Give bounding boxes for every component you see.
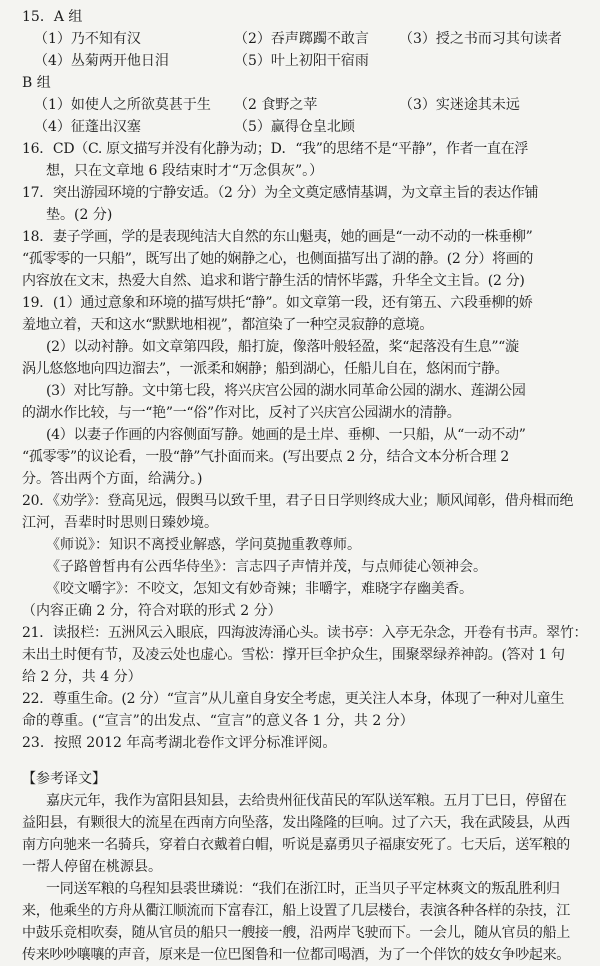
q15-a5: （5）叶上初阳干宿雨 [234, 53, 369, 69]
q19-line: (3）对比写静。文中第七段，将兴庆宫公园的湖水同革命公园的湖水、莲湖公园 [46, 383, 526, 399]
q19-line: (4）以妻子作画的内容侧面写静。她画的是土岸、垂柳、一只船，从“一动不动” [46, 427, 526, 443]
q18-line: 18．妻子学画，学的是表现纯洁大自然的东山魁夷，她的画是“一动不动的一株垂柳” [22, 229, 533, 245]
q15-group-b: B 组 [22, 75, 51, 91]
q15-a2: （2）吞声踯躅不敢言 [234, 31, 369, 47]
q20-line: 《咬文嚼字》：不咬文，怎知文有妙奇辣；非嚼字，难晓字存幽美香。 [46, 581, 473, 597]
q16-line: 16．CD（C. 原文描写并没有化静为动；D．“我”的思绪不是“平静”，作者一直在浮 [22, 141, 529, 157]
q15-row-a [22, 28, 588, 50]
q15-b4: （4）征蓬出汉塞 [34, 119, 141, 135]
q15-b1: （1）如使人之所欲莫甚于生 [34, 97, 211, 113]
q15-b2: （2 食野之苹 [234, 97, 318, 113]
translation-line: 中鼓乐竞相吹奏，随从官员的船只一艘接一艘，沿两岸飞驶而下。一会儿，随从官员的船上 [22, 925, 570, 941]
q15-b3: （3）实迷途其未远 [399, 97, 520, 113]
q17-line: 垫。(2 分) [46, 207, 113, 223]
q15-row-b [22, 50, 588, 72]
translation-line: 一帮人停留在桃源县。 [22, 859, 162, 875]
q19-line: 19．(1）通过意象和环境的描写烘托“静”。如文章第一段，还有第五、六段垂柳的娇 [22, 295, 533, 311]
translation-line: 传来吵吵嚷嚷的声音，原来是一位巴图鲁和一位都司喝酒，为了一个伴饮的妓女争吵起来。 [22, 947, 570, 963]
q19-line: (2）以动衬静。如文章第四段，船打旋，像落叶般轻盈，桨“起落没有生息”“漩 [46, 339, 519, 355]
q20-line: 《师说》：知识不离授业解惑，学问莫抛重教尊师。 [46, 537, 361, 553]
q18-line: “孤零零的一只船”，既写出了她的娴静之心，也侧面描写出了湖的静。(2 分）将画的 [22, 251, 534, 267]
q19-line: 分。答出两个方面，给满分。) [22, 471, 203, 487]
q21-line: 给 2 分，共 4 分） [22, 669, 142, 685]
q15-title: 15．A 组 [22, 9, 83, 25]
q22-line: 22．尊重生命。(2 分）“宣言”从儿童自身安全考虑，更关注人本身，体现了一种对儿童生 [22, 691, 565, 707]
translation-line: 来，他乘坐的方舟从衢江顺流而下富春江，船上设置了几层楼台，表演各种各样的杂技，江 [22, 903, 570, 919]
q15-a3: （3）授之书而习其句读者 [399, 31, 562, 47]
q21-line: 21．读报栏：五洲风云入眼底，四海波涛涌心头。读书亭：入亭无杂念，开卷有书声。翠竹： [22, 625, 588, 641]
translation-line: 益阳县，有颗很大的流星在西南方向坠落，发出隆隆的巨响。过了六天，我在武陵县，从西 [22, 815, 570, 831]
q19-line: 涡儿悠悠地向四边溜去”，一派柔和娴静；船到湖心，任船儿自在，悠闲而宁静。 [22, 361, 509, 377]
translation-line: 一同送军粮的乌程知县裘世璘说：“我们在浙江时，正当贝子平定林爽文的叛乱胜利归 [46, 881, 560, 897]
q20-line: （内容正确 2 分，符合对联的形式 2 分） [22, 603, 282, 619]
q19-line: “孤零零”的议论看，一股“静”气扑面而来。(写出要点 2 分，结合文本分析合理 2 [22, 449, 509, 465]
q16-line: 想，只在文章地 6 段结束时才“万念俱灰”。） [46, 163, 324, 179]
translation-line: 嘉庆元年，我作为富阳县知县，去给贵州征伐苗民的军队送军粮。五月丁巳日，停留在 [46, 793, 567, 809]
q21-line: 未出土时便有节，及凌云处也虚心。雪松：撑开巨伞护众生，围聚翠绿养神韵。(答对 1 句 [22, 647, 565, 663]
q20-line: 20．《劝学》：登高见远，假舆马以致千里，君子日日学则终成大业；顺风闻彰，借舟楫而绝 [22, 493, 574, 509]
q22-line: 命的尊重。(“宣言”的出发点、“宣言”的意义各 1 分，共 2 分） [22, 713, 414, 729]
q19-line: 的湖水作比较，与一“艳”一“俗”作对比，反衬了兴庆宫公园湖水的清静。 [22, 405, 461, 421]
q15-row-c [22, 94, 588, 116]
q20-line: 江河，吾辈时时思则日臻妙境。 [22, 515, 218, 531]
q15-row-d [22, 116, 588, 138]
q15-b5: （5）赢得仓皇北顾 [234, 119, 355, 135]
translation-heading: 【参考译文】 [22, 771, 106, 787]
translation-line: 南方向驰来一名骑兵，穿着白衣戴着白帽，听说是嘉勇贝子福康安死了。七天后，送军粮的 [22, 837, 570, 853]
q23-line: 23．按照 2012 年高考湖北卷作文评分标准评阅。 [22, 735, 337, 751]
q20-line: 《子路曾皙冉有公西华侍坐》：言志四子声情并茂，与点师徒心领神会。 [46, 559, 487, 575]
q18-line: 内容放在文末，热爱大自然、追求和谐宁静生活的情怀毕露，升华全文主旨。(2 分) [22, 273, 525, 289]
q15-a4: （4）丛菊两开他日泪 [34, 53, 169, 69]
q15-a1: （1）乃不知有汉 [34, 31, 141, 47]
q19-line: 羞地立着，天和这水“默默地相视”，都渲染了一种空灵寂静的意境。 [22, 317, 434, 333]
q17-line: 17．突出游园环境的宁静安适。（2 分）为全文奠定感情基调，为文章主旨的表达作铺 [22, 185, 539, 201]
